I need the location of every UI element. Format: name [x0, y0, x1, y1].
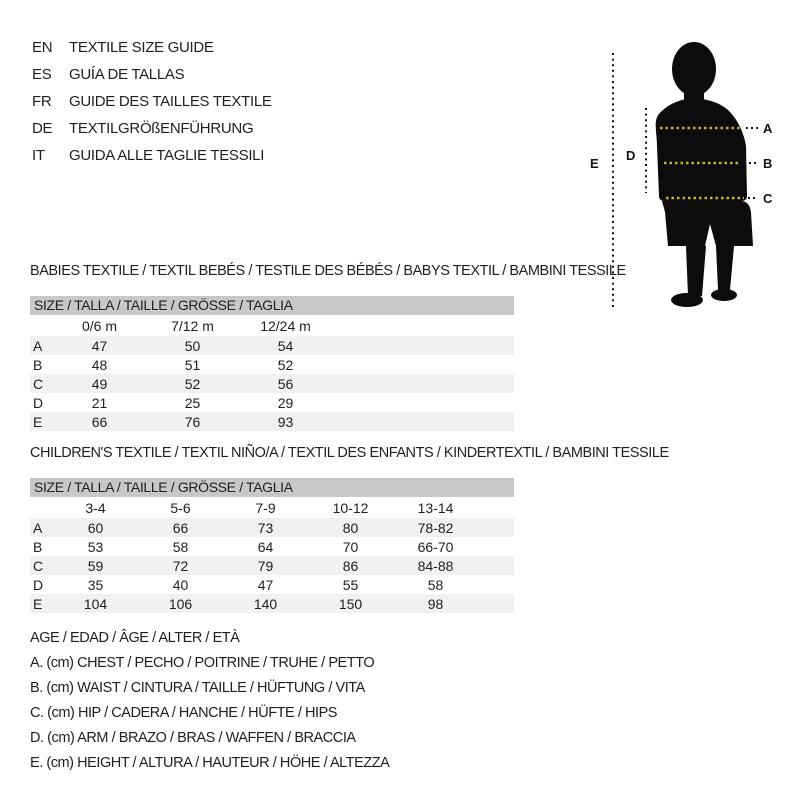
table-cell: 58	[427, 576, 444, 593]
table-cell: 73	[257, 519, 274, 536]
table-cell: 54	[277, 337, 294, 354]
row-label: B	[33, 538, 43, 555]
table-cell: 150	[338, 595, 363, 612]
table-cell: 40	[172, 576, 189, 593]
table-cell: 66-70	[417, 538, 454, 555]
row-label: E	[33, 595, 43, 612]
language-code: ES	[32, 66, 52, 83]
child-silhouette-icon	[656, 42, 753, 307]
table-header-bar: SIZE / TALLA / TAILLE / GRÖSSE / TAGLIA	[30, 478, 514, 497]
table-cell: 50	[184, 337, 201, 354]
table-cell: 72	[172, 557, 189, 574]
table-row	[30, 355, 514, 374]
row-label: D	[33, 394, 44, 411]
height-label: E	[590, 156, 599, 171]
row-label: C	[33, 557, 44, 574]
table-cell: 79	[257, 557, 274, 574]
list-item	[32, 115, 272, 142]
waist-label: B	[763, 156, 773, 171]
table-cell: 53	[87, 538, 104, 555]
legend-chest-line: A. (cm) CHEST / PECHO / POITRINE / TRUHE / PETTO	[30, 655, 375, 671]
language-code: EN	[32, 39, 53, 56]
legend-arm-line: D. (cm) ARM / BRAZO / BRAS / WAFFEN / BRACCIA	[30, 730, 356, 746]
language-code: IT	[32, 147, 45, 164]
row-label: D	[33, 576, 44, 593]
column-header: 7-9	[255, 499, 276, 516]
table-cell: 48	[91, 356, 108, 373]
legend-hip-line: C. (cm) HIP / CADERA / HANCHE / HÜFTE / HIPS	[30, 705, 338, 721]
language-code: FR	[32, 93, 52, 110]
row-label: A	[33, 337, 43, 354]
list-item	[32, 61, 272, 88]
list-item	[32, 88, 272, 115]
table-cell: 78-82	[417, 519, 454, 536]
table-cell: 70	[342, 538, 359, 555]
table-cell: 51	[184, 356, 201, 373]
legend-age-line: AGE / EDAD / ÂGE / ALTER / ETÀ	[30, 630, 240, 646]
hip-label: C	[763, 191, 773, 206]
table-cell: 25	[184, 394, 201, 411]
table-cell: 84-88	[417, 557, 454, 574]
table-row	[30, 575, 514, 594]
table-row	[30, 412, 514, 431]
table-cell: 59	[87, 557, 104, 574]
table-cell: 60	[87, 519, 104, 536]
chest-label: A	[763, 121, 773, 136]
measurement-legend	[30, 626, 389, 776]
table-row	[30, 374, 514, 393]
table-cell: 21	[91, 394, 108, 411]
babies-section-heading: BABIES TEXTILE / TEXTIL BEBÉS / TESTILE DES BÉBÉS / BABYS TEXTIL / BAMBINI TESSILE	[30, 263, 626, 279]
table-cell: 52	[184, 375, 201, 392]
row-label: A	[33, 519, 43, 536]
guide-title: TEXTILGRÖßENFÜHRUNG	[69, 120, 254, 137]
table-cell: 35	[87, 576, 104, 593]
guide-title: TEXTILE SIZE GUIDE	[69, 39, 214, 56]
list-item	[32, 34, 272, 61]
table-cell: 80	[342, 519, 359, 536]
table-cell: 47	[257, 576, 274, 593]
column-header: 12/24 m	[260, 317, 311, 334]
table-cell: 52	[277, 356, 294, 373]
table-cell: 106	[168, 595, 193, 612]
column-header: 10-12	[332, 499, 369, 516]
row-label: B	[33, 356, 43, 373]
children-section-heading: CHILDREN'S TEXTILE / TEXTIL NIÑO/A / TEXTIL DES ENFANTS / KINDERTEXTIL / BAMBINI TESSILE	[30, 445, 669, 461]
table-cell: 56	[277, 375, 294, 392]
legend-waist-line: B. (cm) WAIST / CINTURA / TAILLE / HÜFTUNG / VITA	[30, 680, 365, 696]
guide-title: GUIDA ALLE TAGLIE TESSILI	[69, 147, 265, 164]
language-title-list	[32, 34, 272, 169]
column-header: 5-6	[170, 499, 191, 516]
table-header-bar: SIZE / TALLA / TAILLE / GRÖSSE / TAGLIA	[30, 296, 514, 315]
table-cell: 66	[91, 413, 108, 430]
table-row	[30, 537, 514, 556]
legend-height-line: E. (cm) HEIGHT / ALTURA / HAUTEUR / HÖHE / ALTEZZA	[30, 755, 390, 771]
list-item	[32, 142, 272, 169]
table-cell: 29	[277, 394, 294, 411]
column-header-row	[30, 315, 514, 336]
table-row	[30, 518, 514, 537]
column-header-row	[30, 497, 514, 518]
guide-title: GUÍA DE TALLAS	[69, 66, 185, 83]
babies-size-table	[30, 296, 514, 431]
table-cell: 49	[91, 375, 108, 392]
table-cell: 76	[184, 413, 201, 430]
children-size-table	[30, 478, 514, 613]
table-cell: 104	[83, 595, 108, 612]
table-row	[30, 393, 514, 412]
column-header: 3-4	[85, 499, 106, 516]
column-header: 0/6 m	[81, 317, 117, 334]
table-row	[30, 594, 514, 613]
table-cell: 98	[427, 595, 444, 612]
table-cell: 47	[91, 337, 108, 354]
row-label: E	[33, 413, 43, 430]
column-header: 7/12 m	[171, 317, 214, 334]
table-row	[30, 336, 514, 355]
language-code: DE	[32, 120, 53, 137]
table-cell: 58	[172, 538, 189, 555]
table-cell: 93	[277, 413, 294, 430]
table-cell: 55	[342, 576, 359, 593]
table-row	[30, 556, 514, 575]
guide-title: GUIDE DES TAILLES TEXTILE	[69, 93, 272, 110]
arm-label: D	[626, 148, 636, 163]
table-cell: 66	[172, 519, 189, 536]
table-cell: 64	[257, 538, 274, 555]
row-label: C	[33, 375, 44, 392]
table-cell: 140	[253, 595, 278, 612]
table-cell: 86	[342, 557, 359, 574]
column-header: 13-14	[417, 499, 454, 516]
